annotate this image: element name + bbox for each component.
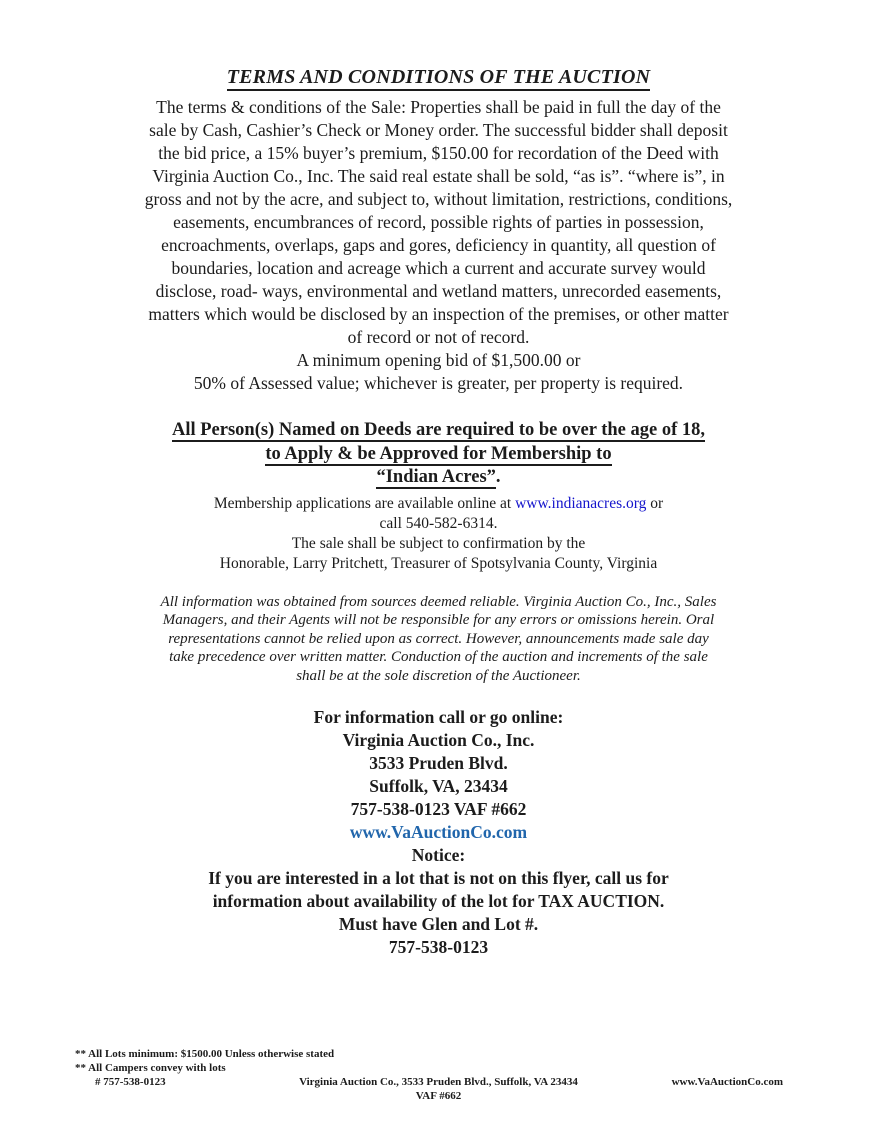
terms-paragraph (0, 96, 877, 395)
text-line: shall be at the sole discretion of the Auctioneer. (296, 667, 581, 684)
page-title (0, 0, 877, 89)
contact-block (0, 706, 877, 959)
disclaimer-paragraph (0, 593, 877, 686)
footer-website: www.VaAuctionCo.com (671, 1076, 783, 1088)
text-line: disclose, road- ways, environmental and wetland matters, unrecorded easements, (155, 281, 722, 301)
deeds-requirement-heading (0, 419, 877, 490)
page-title-text: TERMS AND CONDITIONS OF THE AUCTION (227, 66, 651, 91)
footer-vaf-number: VAF #662 (415, 1089, 462, 1102)
footer-address: Virginia Auction Co., 3533 Pruden Blvd., Suffolk, VA 23434 (299, 1076, 578, 1088)
notice-line-2: information about availability of the lot for TAX AUCTION. (212, 891, 665, 912)
membership-applications-line: Membership applications are available online at www.indianacres.org or (213, 494, 664, 512)
notice-label: Notice: (411, 845, 466, 866)
membership-info (0, 494, 877, 574)
text-line: the bid price, a 15% buyer’s premium, $150.00 for recordation of the Deed with (158, 143, 719, 163)
text-line: Virginia Auction Co., Inc. The said real estate shall be sold, “as is”. “where is”, in (152, 166, 725, 186)
notice-phone: 757-538-0123 (388, 937, 489, 958)
vaauctionco-link[interactable]: www.VaAuctionCo.com (349, 822, 528, 843)
text-line: gross and not by the acre, and subject to, without limitation, restrictions, conditions, (144, 189, 733, 209)
text-line: Managers, and their Agents will not be responsible for any errors or omissions herein. Oral (162, 612, 715, 629)
text-line: take precedence over written matter. Conduction of the auction and increments of the sale (169, 649, 708, 666)
footer-info-row (0, 1076, 877, 1090)
text-line: All information was obtained from sources deemed reliable. Virginia Auction Co., Inc., Sales (160, 593, 717, 610)
deeds-heading-line-3: “Indian Acres”. (376, 467, 501, 487)
footer-note-lots-minimum: ** All Lots minimum: $1500.00 Unless otherwise stated (75, 1048, 335, 1060)
page-footer (0, 1048, 877, 1103)
text-line: 50% of Assessed value; whichever is greater, per property is required. (193, 373, 684, 393)
confirmation-line-1: The sale shall be subject to confirmation by the (291, 534, 586, 552)
indianacres-link[interactable]: www.indianacres.org (515, 494, 647, 512)
text-line: representations cannot be relied upon as correct. However, announcements made sale day (168, 630, 709, 647)
footer-phone: # 757-538-0123 (95, 1076, 166, 1088)
notice-line-1: If you are interested in a lot that is not on this flyer, call us for (208, 868, 669, 889)
contact-phone-vaf: 757-538-0123 VAF #662 (350, 799, 527, 820)
contact-website-line (0, 821, 877, 844)
deeds-heading-line-1: All Person(s) Named on Deeds are required to be over the age of 18, (171, 420, 705, 440)
text-line: boundaries, location and acreage which a current and accurate survey would (171, 258, 706, 278)
text-line: of record or not of record. (347, 327, 530, 347)
text-line: matters which would be disclosed by an inspection of the premises, or other matter (148, 304, 729, 324)
contact-address-city: Suffolk, VA, 23434 (369, 776, 508, 797)
text-line: sale by Cash, Cashier’s Check or Money order. The successful bidder shall deposit (149, 120, 728, 140)
text-line: A minimum opening bid of $1,500.00 or (296, 350, 581, 370)
membership-call-line: call 540-582-6314. (379, 514, 498, 532)
contact-company: Virginia Auction Co., Inc. (342, 730, 535, 751)
notice-line-3: Must have Glen and Lot #. (338, 914, 539, 935)
contact-address-street: 3533 Pruden Blvd. (369, 753, 508, 774)
contact-heading: For information call or go online: (313, 707, 564, 728)
confirmation-line-2: Honorable, Larry Pritchett, Treasurer of Spotsylvania County, Virginia (219, 554, 658, 572)
text-line: The terms & conditions of the Sale: Properties shall be paid in full the day of the (156, 97, 721, 117)
deeds-heading-line-2: to Apply & be Approved for Membership to (265, 443, 612, 464)
footer-note-campers: ** All Campers convey with lots (75, 1061, 226, 1074)
text-line: easements, encumbrances of record, possible rights of parties in possession, (173, 212, 704, 232)
text-line: encroachments, overlaps, gaps and gores, deficiency in quantity, all question of (161, 235, 716, 255)
